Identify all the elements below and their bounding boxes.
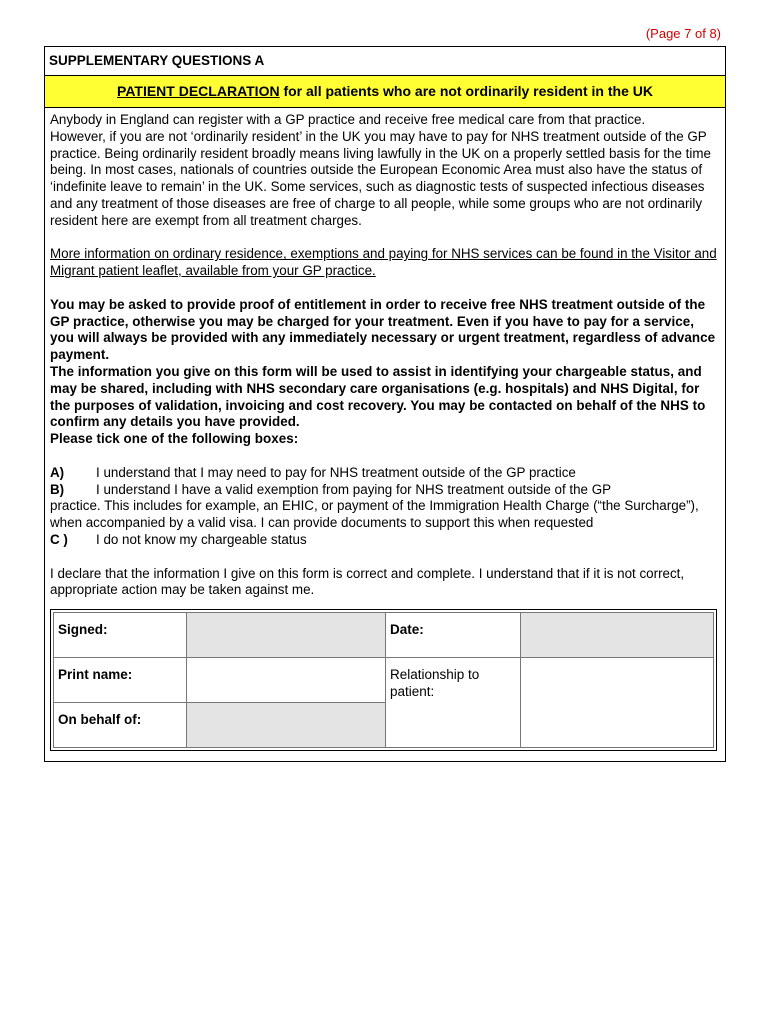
- option-c[interactable]: [50, 532, 717, 549]
- option-a-key: A): [50, 464, 65, 480]
- signed-label: Signed:: [54, 613, 187, 658]
- signed-field[interactable]: [187, 613, 386, 658]
- relationship-label: Relationship to patient:: [386, 658, 521, 748]
- date-label: Date:: [386, 613, 521, 658]
- print-name-label: Print name:: [54, 658, 187, 703]
- option-a[interactable]: [50, 465, 717, 482]
- option-c-key: C ): [50, 531, 68, 547]
- page-number: (Page 7 of 8): [645, 26, 721, 41]
- relationship-field[interactable]: [521, 658, 714, 748]
- option-a-text: I understand that I may need to pay for NHS treatment outside of the GP practice: [96, 464, 576, 480]
- declaration-body: [45, 108, 725, 761]
- section-title: SUPPLEMENTARY QUESTIONS A: [45, 47, 725, 76]
- option-b[interactable]: [50, 482, 717, 532]
- on-behalf-field[interactable]: [187, 703, 386, 748]
- on-behalf-label: On behalf of:: [54, 703, 187, 748]
- intro-paragraph-2: However, if you are not ‘ordinarily resident’ in the UK you may have to pay for NHS treatment outside of the GP practice. Being ordinarily resident broadly means living lawfully in the UK on a properly settled basis for the time being. In most cases, nationals of countries outside the European Economic Area must also have the status of ‘indefinite leave to remain’ in the UK. Some services, such as diagnostic tests of suspected infectious diseases and any treatment of those diseases are free of charge to all people, while some groups who are not ordinarily resident here are exempt from all treatment charges.: [50, 128, 711, 228]
- print-name-field[interactable]: [187, 658, 386, 703]
- tick-prompt: Please tick one of the following boxes:: [50, 431, 299, 447]
- signature-table: [50, 609, 717, 751]
- declaration-heading: [45, 76, 725, 108]
- date-field[interactable]: [521, 613, 714, 658]
- option-b-text-first: I understand I have a valid exemption from paying for NHS treatment outside of the GP: [96, 481, 612, 497]
- form-section: [44, 46, 726, 762]
- option-c-text: I do not know my chargeable status: [96, 531, 307, 547]
- declaration-heading-rest: for all patients who are not ordinarily resident in the UK: [279, 83, 653, 99]
- proof-paragraph: You may be asked to provide proof of entitlement in order to receive free NHS treatment outside of the GP practice, otherwise you may be charged for your treatment. Even if you have to pay for a service, you will always be provided with any immediately necessary or urgent treatment, regardless of advance payment.: [50, 296, 716, 363]
- declaration-heading-underlined: PATIENT DECLARATION: [117, 83, 280, 99]
- declare-paragraph: I declare that the information I give on this form is correct and complete. I understand that if it is not correct, appropriate action may be taken against me.: [50, 565, 685, 598]
- intro-paragraph-1: Anybody in England can register with a GP practice and receive free medical care from that practice.: [50, 112, 646, 127]
- option-b-key: B): [50, 481, 65, 497]
- more-info-paragraph: More information on ordinary residence, exemptions and paying for NHS services can be found in the Visitor and Migrant patient leaflet, available from your GP practice.: [50, 246, 717, 279]
- option-b-text-rest: practice. This includes for example, an EHIC, or payment of the Immigration Health Charge (“the Surcharge”), when accompanied by a valid visa. I can provide documents to support this when requested: [50, 498, 699, 531]
- information-paragraph: The information you give on this form will be used to assist in identifying your chargeable status, and may be shared, including with NHS secondary care organisations (e.g. hospitals) and NHS Digital, for the purposes of validation, invoicing and cost recovery. You may be contacted on behalf of the NHS to confirm any details you have provided.: [50, 363, 706, 430]
